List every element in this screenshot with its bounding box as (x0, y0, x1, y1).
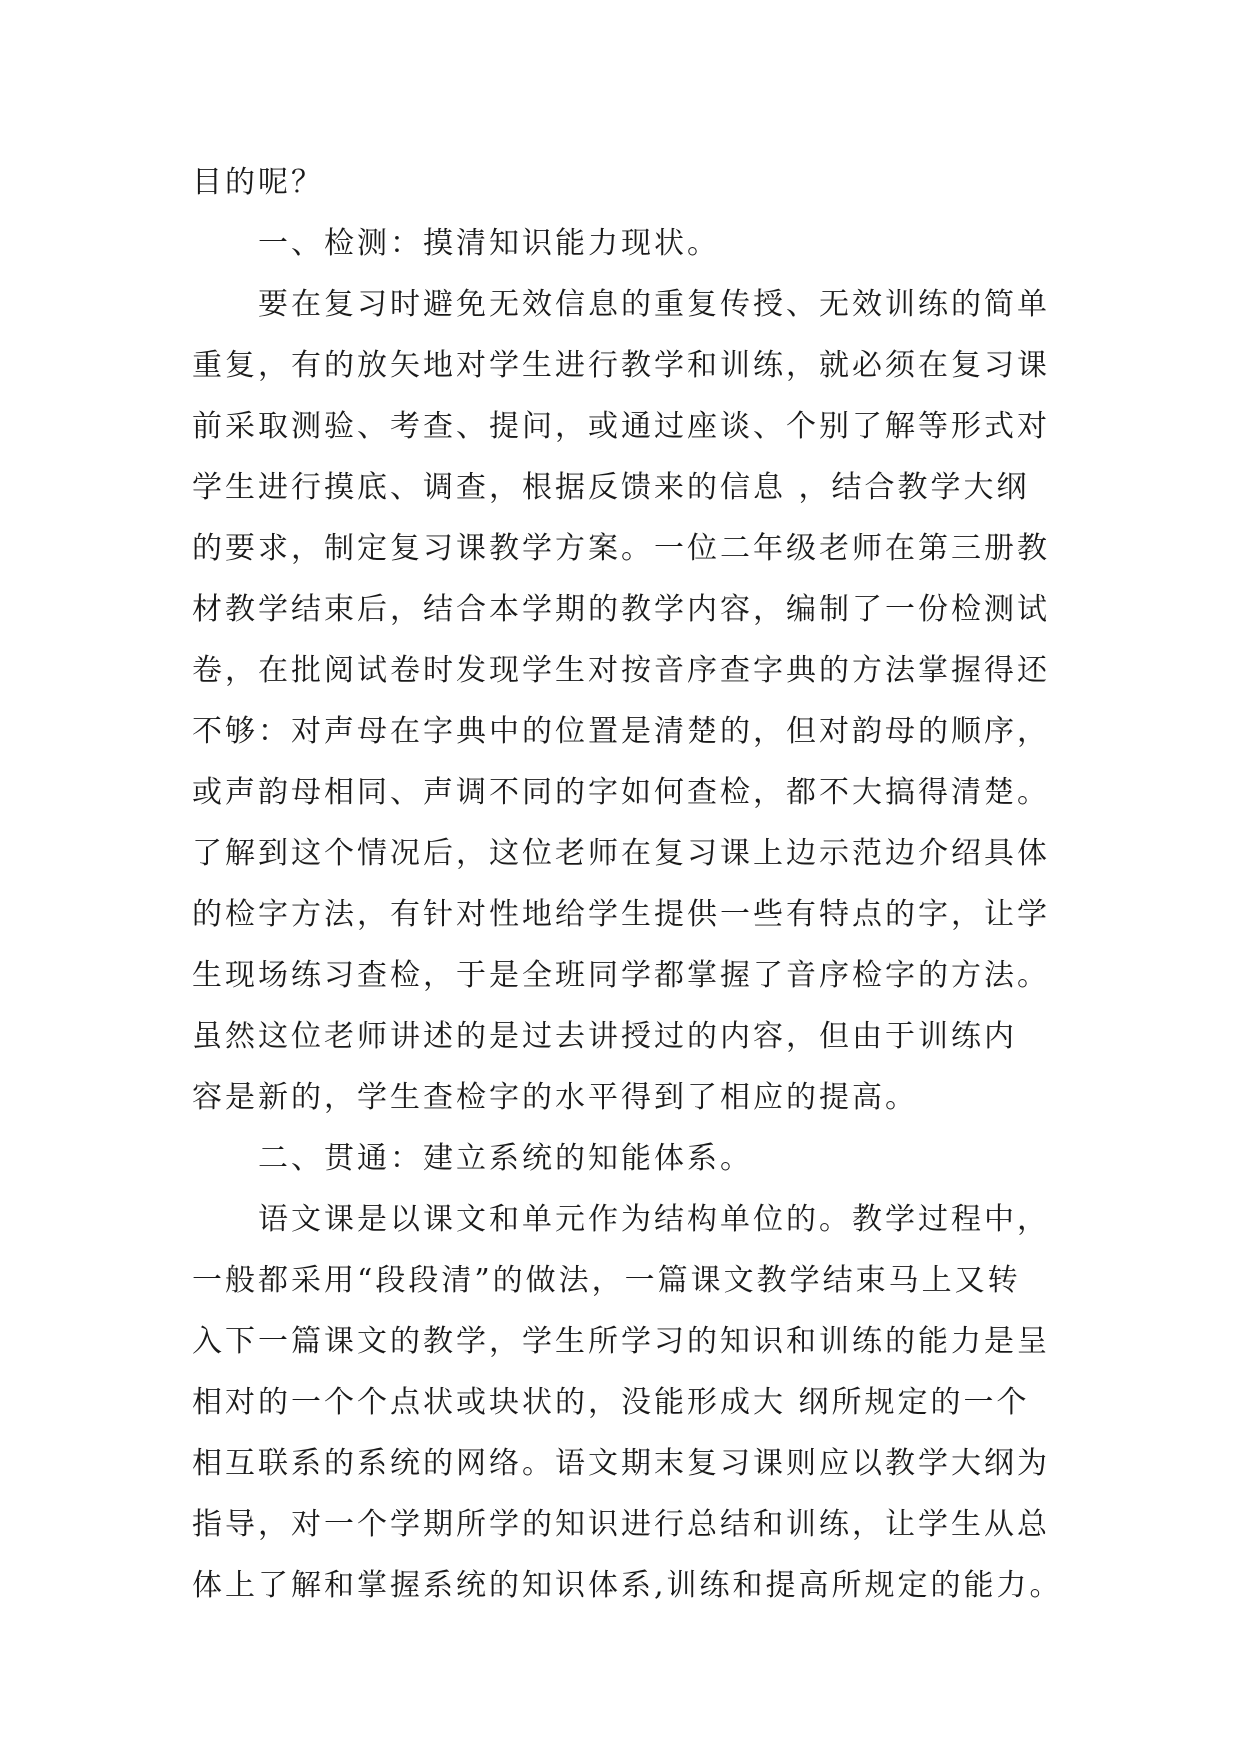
text-line: 重复，有的放矢地对学生进行教学和训练，就必须在复习课 (192, 348, 1050, 383)
text-line: 语文课是以课文和单元作为结构单位的。教学过程中， (258, 1202, 1050, 1237)
text-line: 生现场练习查检，于是全班同学都掌握了音序检字的方法。 (192, 958, 1050, 993)
text-line: 指导，对一个学期所学的知识进行总结和训练，让学生从总 (192, 1507, 1050, 1542)
section-heading-detection: 一、检测：摸清知识能力现状。 (258, 226, 720, 261)
body-text (192, 152, 1072, 1616)
text-line: 容是新的，学生查检字的水平得到了相应的提高。 (192, 1080, 918, 1115)
text-line: 的要求，制定复习课教学方案。一位二年级老师在第三册教 (192, 531, 1050, 566)
text-line: 了解到这个情况后，这位老师在复习课上边示范边介绍具体 (192, 836, 1050, 871)
text-line: 相对的一个个点状或块状的，没能形成大 纲所规定的一个 (192, 1385, 1030, 1420)
text-line: 入下一篇课文的教学，学生所学习的知识和训练的能力是呈 (192, 1324, 1050, 1359)
text-line: 相互联系的系统的网络。语文期末复习课则应以教学大纲为 (192, 1446, 1050, 1481)
text-line: 虽然这位老师讲述的是过去讲授过的内容，但由于训练内 (192, 1019, 1017, 1054)
text-line: 体上了解和掌握系统的知识体系,训练和提高所规定的能力。 (192, 1568, 1063, 1603)
text-line: 一般都采用“段段清”的做法，一篇课文教学结束马上又转 (192, 1263, 1021, 1298)
section-heading-integration: 二、贯通：建立系统的知能体系。 (258, 1141, 753, 1176)
text-line: 要在复习时避免无效信息的重复传授、无效训练的简单 (258, 287, 1050, 322)
text-line: 的检字方法，有针对性地给学生提供一些有特点的字，让学 (192, 897, 1050, 932)
text-line: 前采取测验、考查、提问，或通过座谈、个别了解等形式对 (192, 409, 1050, 444)
text-line: 目的呢？ (192, 165, 324, 200)
text-line: 或声韵母相同、声调不同的字如何查检，都不大搞得清楚。 (192, 775, 1050, 810)
text-line: 不够：对声母在字典中的位置是清楚的，但对韵母的顺序， (192, 714, 1050, 749)
text-line: 学生进行摸底、调查，根据反馈来的信息 ，结合教学大纲 (192, 470, 1030, 505)
text-line: 材教学结束后，结合本学期的教学内容，编制了一份检测试 (192, 592, 1050, 627)
text-line: 卷，在批阅试卷时发现学生对按音序查字典的方法掌握得还 (192, 653, 1050, 688)
